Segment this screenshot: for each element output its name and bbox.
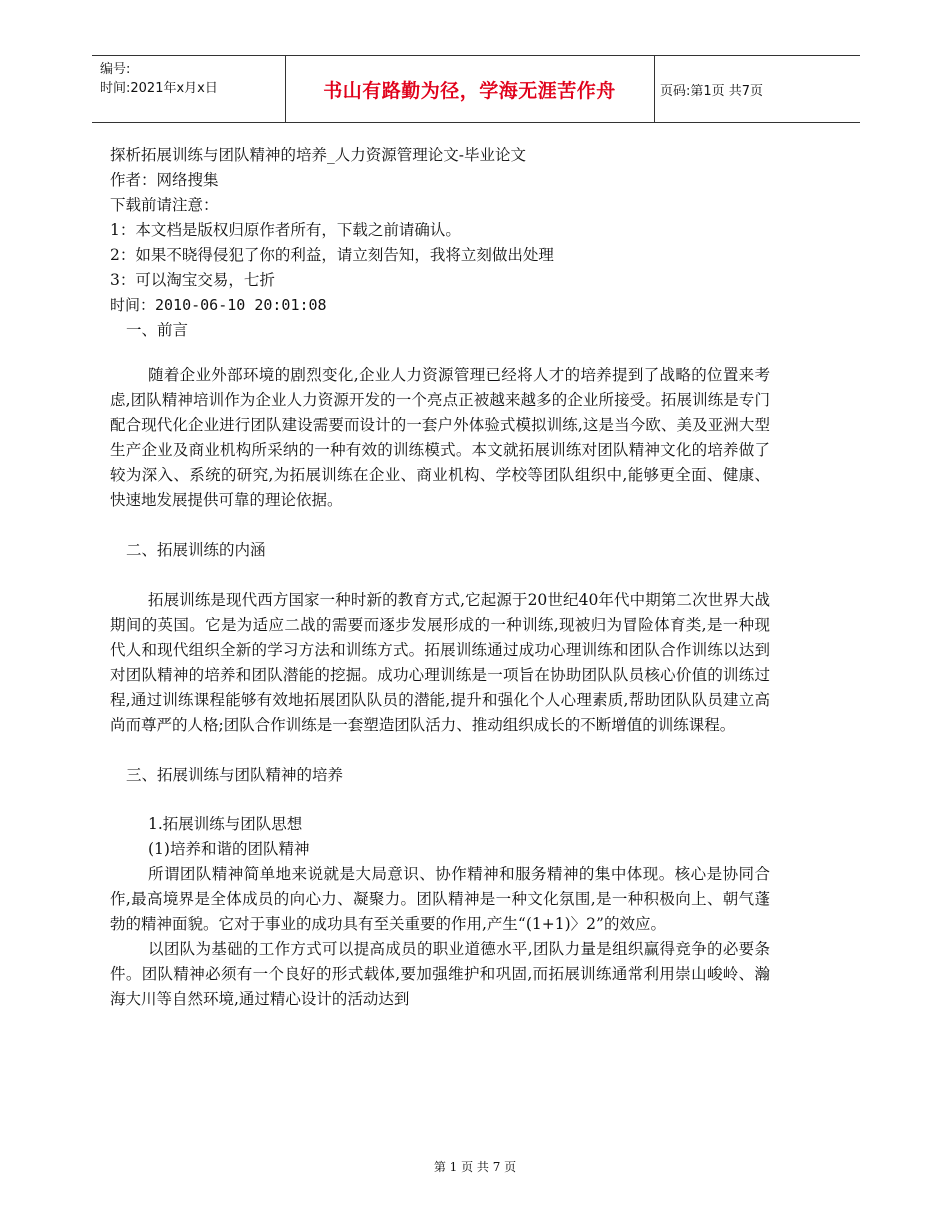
intro-block	[110, 143, 770, 318]
notice-title: 下载前请注意：	[110, 196, 219, 214]
header-meta	[100, 60, 218, 98]
doc-time: 时间：2010-06-10 20:01:08	[110, 296, 327, 314]
section-heading-2: 二、拓展训练的内涵	[126, 541, 266, 559]
section-3-paragraph-2: 以团队为基础的工作方式可以提高成员的职业道德水平,团队力量是组织赢得竞争的必要条件。团队精神必须有一个良好的形式载体,要加强维护和巩固,而拓展训练通常利用崇山峻岭、瀚海大川等自然环境,通过精心设计的活动达到	[110, 940, 770, 1008]
section-2-paragraph: 拓展训练是现代西方国家一种时新的教育方式,它起源于20世纪40年代中期第二次世界大战期间的英国。它是为适应二战的需要而逐步发展形成的一种训练,现被归为冒险体育类,是一种现代人和现代组织全新的学习方法和训练方式。拓展训练通过成功心理训练和团队合作训练以达到对团队精神的培养和团队潜能的挖掘。成功心理训练是一项旨在协助团队队员核心价值的训练过程,通过训练课程能够有效地拓展团队队员的潜能,提升和强化个人心理素质,帮助团队队员建立高尚而尊严的人格;团队合作训练是一套塑造团队活力、推动组织成长的不断增值的训练课程。	[110, 591, 770, 734]
subsection-subheading: (1)培养和谐的团队精神	[148, 840, 310, 858]
section-heading-3: 三、拓展训练与团队精神的培养	[126, 766, 344, 784]
notice-item-1: 1：本文档是版权归原作者所有，下载之前请确认。	[110, 221, 461, 239]
notice-item-2: 2：如果不晓得侵犯了你的利益，请立刻告知，我将立刻做出处理	[110, 246, 554, 264]
subsection-heading: 1.拓展训练与团队思想	[148, 815, 303, 833]
page-footer: 第 1 页 共 7 页	[433, 1160, 517, 1174]
section-1-paragraph: 随着企业外部环境的剧烈变化,企业人力资源管理已经将人才的培养提到了战略的位置来考虑,团队精神培训作为企业人力资源开发的一个亮点正被越来越多的企业所接受。拓展训练是专门配合现代化企业进行团队建设需要而设计的一套户外体验式模拟训练,这是当今欧、美及亚洲大型生产企业及商业机构所采纳的一种有效的训练模式。本文就拓展训练对团队精神文化的培养做了较为深入、系统的研究,为拓展训练在企业、商业机构、学校等团队组织中,能够更全面、健康、快速地发展提供可靠的理论依据。	[110, 366, 770, 509]
section-3-paragraph-1: 所谓团队精神简单地来说就是大局意识、协作精神和服务精神的集中体现。核心是协同合作,最高境界是全体成员的向心力、凝聚力。团队精神是一种文化氛围,是一种积极向上、朝气蓬勃的精神面貌。它对于事业的成功具有至关重要的作用,产生“(1+1)〉2”的效应。	[110, 865, 770, 933]
doc-title: 探析拓展训练与团队精神的培养_人力资源管理论文-毕业论文	[110, 146, 526, 164]
document-body	[110, 143, 770, 1012]
doc-number-label: 编号:	[100, 62, 131, 77]
doc-time-label: 时间:2021年x月x日	[100, 81, 218, 96]
notice-item-3: 3：可以淘宝交易，七折	[110, 271, 275, 289]
header-page-number: 页码:第1页 共7页	[660, 83, 764, 99]
document-header	[92, 55, 860, 123]
header-divider	[654, 56, 655, 122]
header-motto: 书山有路勤为径，学海无涯苦作舟	[323, 79, 616, 102]
section-heading-1: 一、前言	[126, 321, 189, 339]
doc-author: 作者：网络搜集	[110, 171, 219, 189]
